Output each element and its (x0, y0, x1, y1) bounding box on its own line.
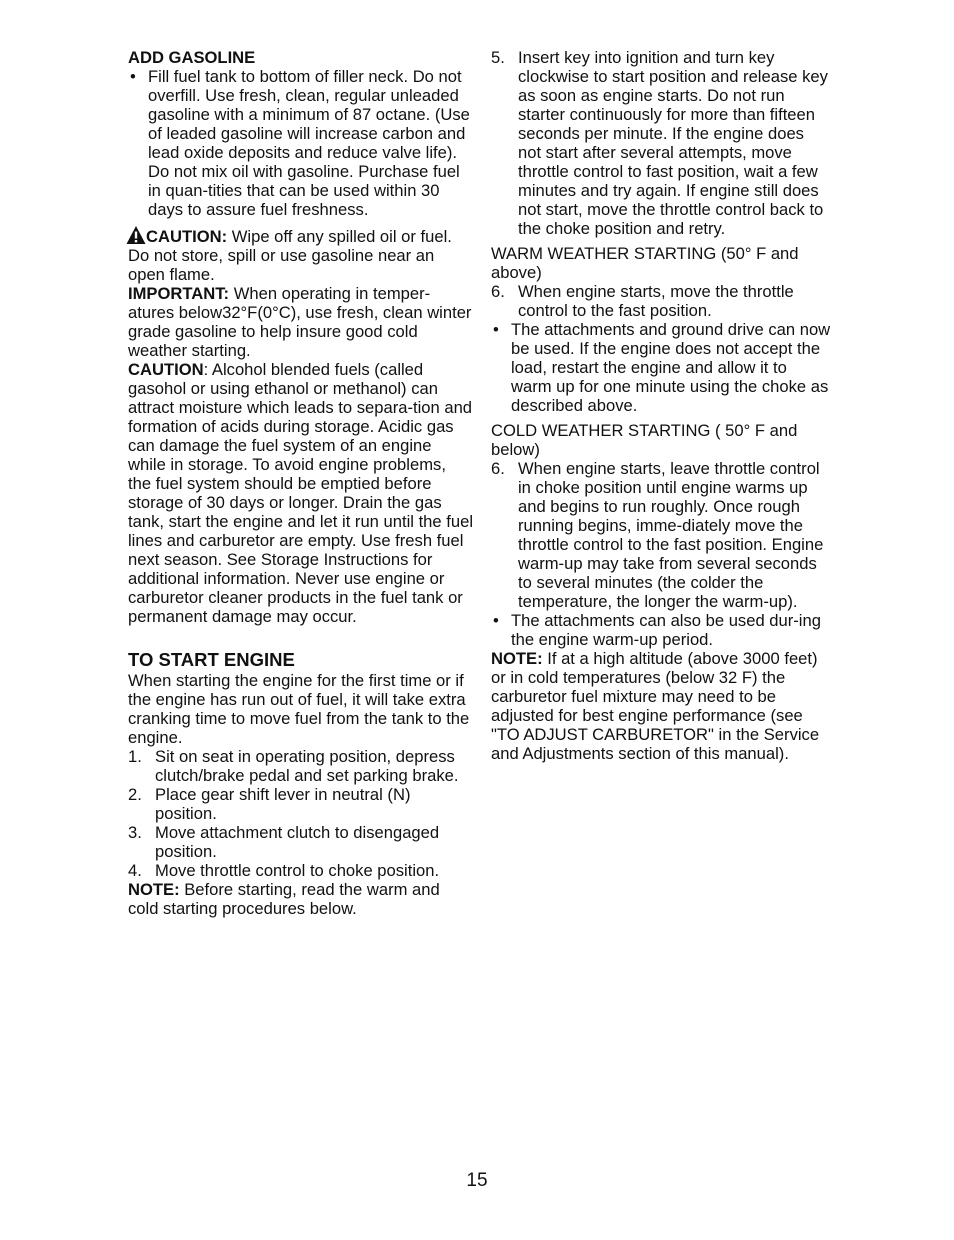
list-item (128, 823, 473, 861)
list-item (128, 67, 473, 219)
caution-label: CAUTION: (146, 227, 228, 246)
bullet-marker: • (493, 320, 499, 339)
important-paragraph (128, 284, 473, 360)
bullet-marker: • (130, 67, 136, 86)
start-engine-intro: When starting the engine for the first time or if the engine has run out of fuel, it will take extra cranking time to move fuel from the tank to the engine. (128, 671, 470, 747)
left-column (128, 48, 473, 918)
caution-alcohol-paragraph (128, 360, 473, 626)
warning-triangle-icon (126, 225, 146, 245)
step-text: Move throttle control to choke position. (155, 861, 440, 880)
step-number: 3. (128, 823, 142, 842)
step-number: 6. (491, 459, 505, 478)
step-text: Insert key into ignition and turn key clockwise to start position and release key as soon as engine starts. Do not run starter continuously for more than fifteen seconds per minute. If the engine does not start after several attempts, move throttle control to fast position, wait a few minutes and try again. If engine still does not start, move the throttle control back to the choke position and retry. (518, 48, 828, 238)
right-column (491, 48, 831, 763)
step-number: 2. (128, 785, 142, 804)
step-number: 5. (491, 48, 505, 67)
bullet-text: The attachments and ground drive can now be used. If the engine does not accept the load, restart the engine and allow it to warm up for one minute using the choke as described above. (511, 320, 831, 415)
list-item (491, 611, 831, 649)
list-item (128, 861, 473, 880)
fill-fuel-text: Fill fuel tank to bottom of filler neck. Do not overfill. Use fresh, clean, regular unleaded gasoline with a minimum of 87 octane. (Use of leaded gasoline will increase carbon and lead oxide deposits and reduce valve life). Do not mix oil with gasoline. Purchase fuel in quan-tities that can be used within 30 days to assure fuel freshness. (148, 67, 470, 219)
page-number: 15 (466, 1170, 488, 1191)
cold-weather-heading: COLD WEATHER STARTING ( 50° F and below) (491, 421, 798, 459)
section-heading-add-gasoline: ADD GASOLINE (128, 48, 256, 67)
step-text: Move attachment clutch to disengaged position. (155, 823, 440, 861)
step-text: When engine starts, leave throttle control in choke position until engine warms up and begins to run roughly. Once rough running begins, imme-diately move the throttle control to the fast position. Engine warm-up may take from several seconds to several minutes (the colder the temperature, the longer the warm-up). (518, 459, 824, 611)
list-item (128, 747, 473, 785)
step-text: Place gear shift lever in neutral (N) position. (155, 785, 411, 823)
warm-weather-heading: WARM WEATHER STARTING (50° F and above) (491, 244, 799, 282)
step-number: 1. (128, 747, 142, 766)
list-item (491, 48, 831, 238)
list-item (491, 282, 831, 320)
step-number: 4. (128, 861, 142, 880)
step-text: When engine starts, move the throttle control to the fast position. (518, 282, 794, 320)
caution-alcohol-text: : Alcohol blended fuels (called gasohol or using ethanol or methanol) can attract moisture which leads to separa-tion and formation of acids during storage. Acidic gas can damage the fuel system of an engine while in storage. To avoid engine problems, the fuel system should be emptied before storage of 30 days or longer. Drain the gas tank, start the engine and let it run until the fuel lines and carburetor are empty. Use fresh fuel next season. See Storage Instructions for additional information. Never use engine or carburetor cleaner products in the fuel tank or permanent damage may occur. (128, 360, 474, 626)
note-paragraph (491, 649, 831, 763)
note-text: Before starting, read the warm and cold starting procedures below. (128, 880, 440, 918)
caution-label: CAUTION (128, 360, 204, 379)
caution-spilled-fuel (128, 225, 473, 284)
list-item (491, 459, 831, 611)
note-label: NOTE: (491, 649, 543, 668)
step-text: Sit on seat in operating position, depress clutch/brake pedal and set parking brake. (155, 747, 459, 785)
step-number: 6. (491, 282, 505, 301)
important-label: IMPORTANT: (128, 284, 230, 303)
bullet-text: The attachments can also be used dur-ing the engine warm-up period. (511, 611, 821, 649)
important-text: When operating in temper-atures below32°F(0°C), use fresh, clean winter grade gasoline to help insure good cold weather starting. (128, 284, 472, 360)
bullet-marker: • (493, 611, 499, 630)
note-label: NOTE: (128, 880, 180, 899)
section-heading-start-engine: TO START ENGINE (128, 649, 295, 670)
list-item (128, 785, 473, 823)
caution-text: Wipe off any spilled oil or fuel. Do not store, spill or use gasoline near an open flame. (128, 227, 452, 284)
note-text: If at a high altitude (above 3000 feet) or in cold temperatures (below 32 F) the carburetor fuel mixture may need to be adjusted for best engine performance (see "TO ADJUST CARBURETOR" in the Service and Adjustments section of this manual). (491, 649, 820, 763)
list-item (491, 320, 831, 415)
note-paragraph (128, 880, 473, 918)
